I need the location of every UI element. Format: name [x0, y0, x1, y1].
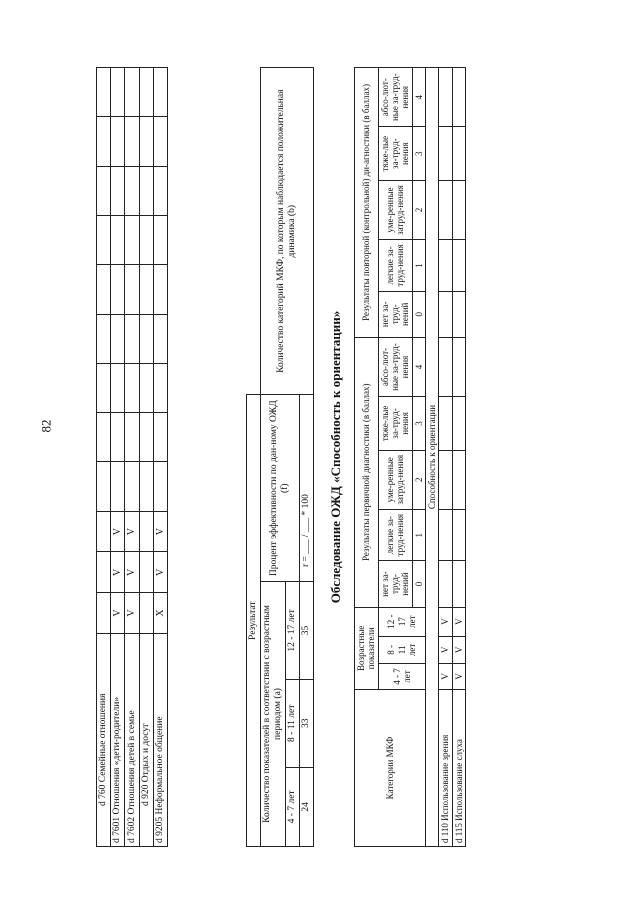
score-header: 0 [412, 291, 425, 337]
level-header: абсо-лют-ные за-труд-нения [378, 337, 412, 396]
score-cell [452, 68, 465, 128]
score-header: 0 [412, 561, 425, 607]
age-mark: V [153, 552, 168, 593]
score-header: 1 [412, 509, 425, 561]
level-header: легкие за-труд-нения [378, 240, 412, 292]
age-mark: V [452, 636, 465, 663]
age-mark: V [125, 552, 140, 593]
category-label: d 115 Использование слуха [452, 690, 465, 847]
score-cell [452, 561, 465, 607]
level-header: нет за-труд-нений [378, 291, 412, 337]
score-cell [439, 450, 452, 509]
age-mark: V [452, 607, 465, 636]
age-mark: X [153, 593, 168, 634]
age-mark: V [439, 636, 452, 663]
age-12-17: 12 - 17 лет [378, 607, 425, 636]
score-cell [97, 216, 111, 265]
score-cell [97, 166, 111, 215]
category-label: d 7602 Отношения детей в семье [125, 633, 140, 846]
age-mark: V [110, 511, 125, 552]
page-number: 82 [38, 419, 54, 433]
age-mark: V [439, 664, 452, 690]
score-cell [139, 68, 153, 117]
score-cell [153, 68, 168, 117]
category-label: d 920 Отдых и досуг [139, 633, 153, 846]
age-mark: V [125, 511, 140, 552]
score-cell [125, 462, 140, 511]
level-header: абсо-лют-ные за-труд-нения [378, 68, 412, 128]
age-mark: V [439, 607, 452, 636]
score-header: 2 [412, 180, 425, 239]
score-cell [153, 166, 168, 215]
primary-diagnostics-header: Результаты первичной диагностики (в баллах) [355, 337, 379, 607]
score-cell [439, 291, 452, 337]
score-cell [452, 337, 465, 396]
score-header: 2 [412, 450, 425, 509]
count-4-7: 24 [299, 767, 313, 846]
age-mark [139, 552, 153, 593]
repeat-diagnostics-header: Результаты повторной (контрольной) ди-агностики (в баллах) [355, 68, 379, 338]
score-cell [439, 397, 452, 450]
score-cell [97, 363, 111, 412]
score-cell [452, 240, 465, 292]
level-header: уме-ренные затруд-нения [378, 180, 412, 239]
score-cell [139, 413, 153, 462]
age-mark: V [110, 552, 125, 593]
score-cell [452, 127, 465, 180]
category-header: Категории МКФ [355, 690, 426, 847]
category-row [139, 68, 153, 847]
score-cell [439, 180, 452, 239]
category-label: d 760 Семейные отношения [97, 633, 111, 846]
section-row: Способность к ориентации [426, 68, 439, 847]
score-cell [139, 166, 153, 215]
score-cell [139, 462, 153, 511]
age-mark [139, 511, 153, 552]
age-4-7: 4 - 7 лет [378, 664, 425, 690]
age-mark: V [110, 593, 125, 634]
level-header: тяже-лые за-труд-нения [378, 397, 412, 450]
positive-dynamics-header: Количество категорий МКФ, по которым наблюдается положительная динамика (b) [260, 68, 313, 395]
score-cell [452, 450, 465, 509]
score-cell [97, 265, 111, 314]
score-cell [97, 117, 111, 166]
score-cell [110, 68, 125, 117]
age-header: Возрастные показатели [355, 607, 379, 689]
score-cell [153, 363, 168, 412]
score-cell [439, 337, 452, 396]
score-cell [110, 314, 125, 363]
age-8-11: 8 - 11 лет [285, 679, 299, 767]
score-cell [97, 68, 111, 117]
efficiency-percent-header: Процент эффективности по дан-ному ОЖД (f) [260, 395, 299, 582]
score-cell [125, 166, 140, 215]
orientation-table [354, 67, 466, 847]
score-cell [153, 462, 168, 511]
result-header: Результат [247, 395, 261, 847]
score-cell [125, 314, 140, 363]
category-row [110, 68, 125, 847]
score-cell [439, 561, 452, 607]
category-row [153, 68, 168, 847]
score-cell [110, 166, 125, 215]
score-cell [125, 216, 140, 265]
rotated-page-content [96, 67, 596, 847]
age-4-7: 4 - 7 лет [285, 767, 299, 846]
level-header: легкие за-труд-нения [378, 509, 412, 561]
score-cell [125, 68, 140, 117]
score-cell [139, 117, 153, 166]
score-cell [153, 117, 168, 166]
score-cell [439, 68, 452, 128]
score-cell [439, 509, 452, 561]
score-cell [125, 117, 140, 166]
score-cell [452, 180, 465, 239]
score-cell [110, 216, 125, 265]
count-8-11: 33 [299, 679, 313, 767]
age-mark [97, 511, 111, 552]
score-header: 3 [412, 397, 425, 450]
score-cell [139, 265, 153, 314]
score-cell [97, 462, 111, 511]
count-12-17: 35 [299, 582, 313, 680]
score-cell [452, 291, 465, 337]
score-cell [110, 462, 125, 511]
age-mark: V [125, 593, 140, 634]
score-header: 4 [412, 337, 425, 396]
efficiency-formula: r = ___ / ___ * 100 [299, 395, 313, 582]
age-mark [139, 593, 153, 634]
score-cell [153, 413, 168, 462]
score-cell [110, 363, 125, 412]
age-8-11: 8 - 11 лет [378, 636, 425, 663]
category-row [97, 68, 111, 847]
level-header: нет за-труд-нений [378, 561, 412, 607]
age-12-17: 12 - 17 лет [285, 582, 299, 680]
category-row [125, 68, 140, 847]
score-cell [139, 216, 153, 265]
level-header: уме-ренные затруд-нения [378, 450, 412, 509]
score-cell [439, 127, 452, 180]
category-row [452, 68, 465, 847]
score-cell [452, 397, 465, 450]
score-cell [139, 363, 153, 412]
result-table [246, 67, 314, 847]
category-label: d 7601 Отношения «дети-родители» [110, 633, 125, 846]
score-cell [110, 265, 125, 314]
age-mark [97, 552, 111, 593]
score-cell [153, 314, 168, 363]
score-cell [153, 216, 168, 265]
score-cell [439, 240, 452, 292]
score-cell [125, 363, 140, 412]
age-mark: V [153, 511, 168, 552]
score-cell [97, 314, 111, 363]
category-row [439, 68, 452, 847]
level-header: тяже-лые за-труд-нения [378, 127, 412, 180]
score-cell [125, 265, 140, 314]
score-cell [153, 265, 168, 314]
age-mark [97, 593, 111, 634]
score-cell [452, 509, 465, 561]
indicator-count-header: Количество показателей в соответствии с возрастным периодом (a) [260, 582, 285, 847]
section-title: Обследование ОЖД «Способность к ориентации» [328, 310, 343, 604]
score-cell [110, 413, 125, 462]
category-label: d 110 Использование зрения [439, 690, 452, 847]
score-header: 4 [412, 68, 425, 128]
score-header: 3 [412, 127, 425, 180]
categories-table-continued [96, 67, 168, 847]
score-cell [110, 117, 125, 166]
age-mark: V [452, 664, 465, 690]
score-header: 1 [412, 240, 425, 292]
score-cell [125, 413, 140, 462]
category-label: d 9205 Неформальное общение [153, 633, 168, 846]
score-cell [139, 314, 153, 363]
score-cell [97, 413, 111, 462]
